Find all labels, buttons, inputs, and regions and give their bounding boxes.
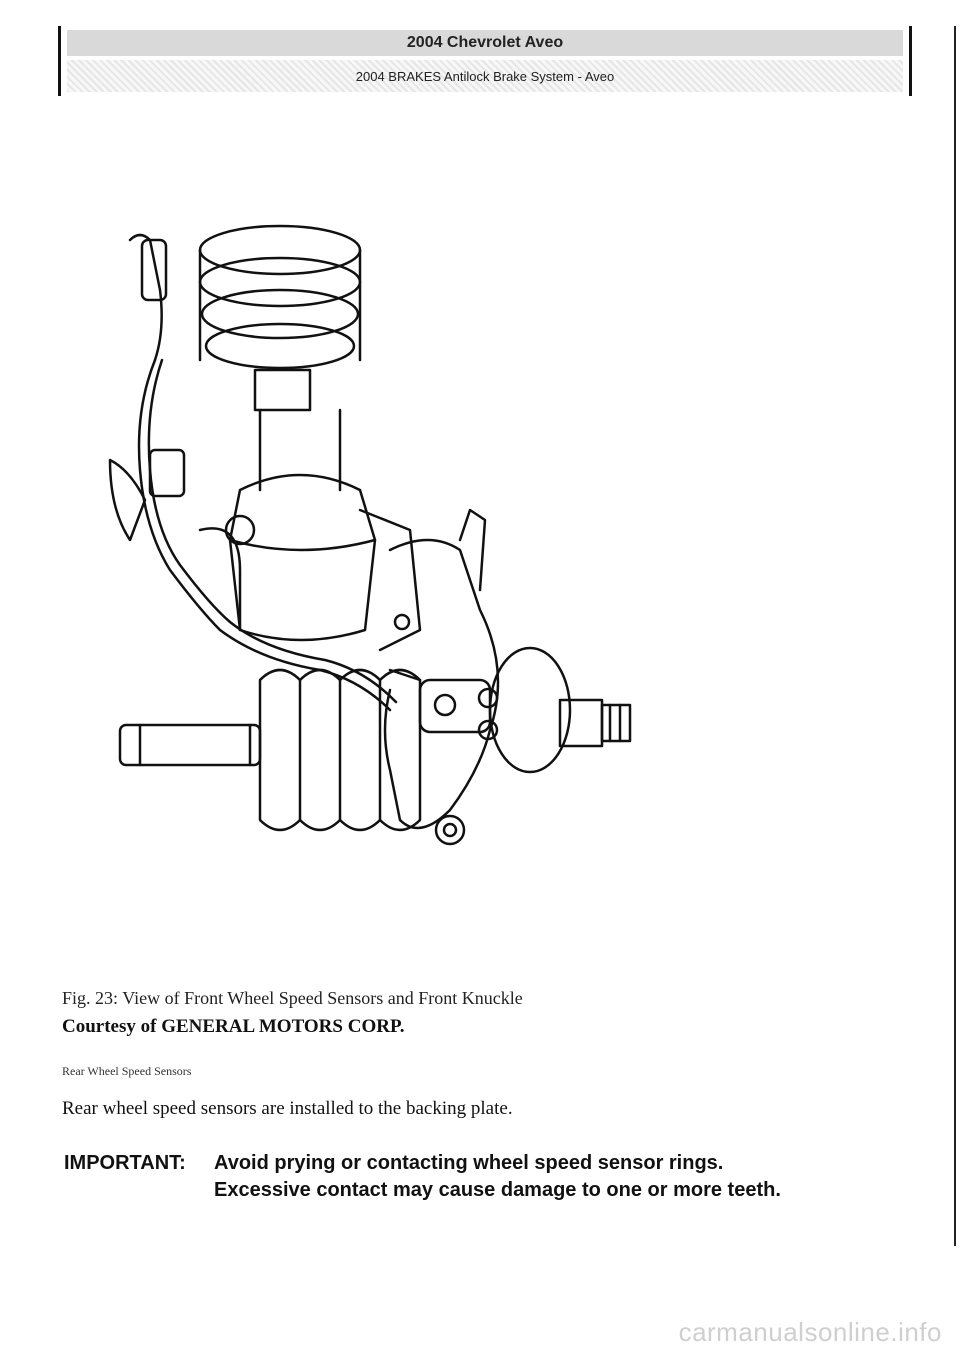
- important-note: [64, 1152, 884, 1202]
- drive-shaft: [120, 725, 260, 765]
- figure-courtesy: Courtesy of GENERAL MOTORS CORP.: [62, 1016, 405, 1037]
- coil-spring: [200, 226, 360, 368]
- important-label: IMPORTANT:: [64, 1152, 186, 1174]
- page-right-border: [954, 26, 956, 1246]
- important-line-2: Excessive contact may cause damage to one or more teeth.: [214, 1179, 781, 1201]
- document-header: [58, 26, 912, 96]
- watermark: carmanualsonline.info: [678, 1317, 942, 1347]
- strut: [230, 370, 420, 650]
- important-line-1: Avoid prying or contacting wheel speed sensor rings.: [214, 1152, 724, 1174]
- section-body: Rear wheel speed sensors are installed to the backing plate.: [62, 1098, 513, 1119]
- wheel-hub: [490, 648, 630, 772]
- front-wheel-speed-sensor-illustration: [90, 210, 690, 910]
- front-wheel-speed-sensor: [390, 670, 497, 739]
- document-title: 2004 Chevrolet Aveo: [67, 30, 903, 56]
- section-heading: Rear Wheel Speed Sensors: [62, 1064, 192, 1078]
- steering-knuckle: [385, 510, 498, 844]
- document-subtitle: 2004 BRAKES Antilock Brake System - Aveo: [67, 60, 903, 92]
- figure-caption: Fig. 23: View of Front Wheel Speed Sensors and Front Knuckle: [62, 988, 523, 1008]
